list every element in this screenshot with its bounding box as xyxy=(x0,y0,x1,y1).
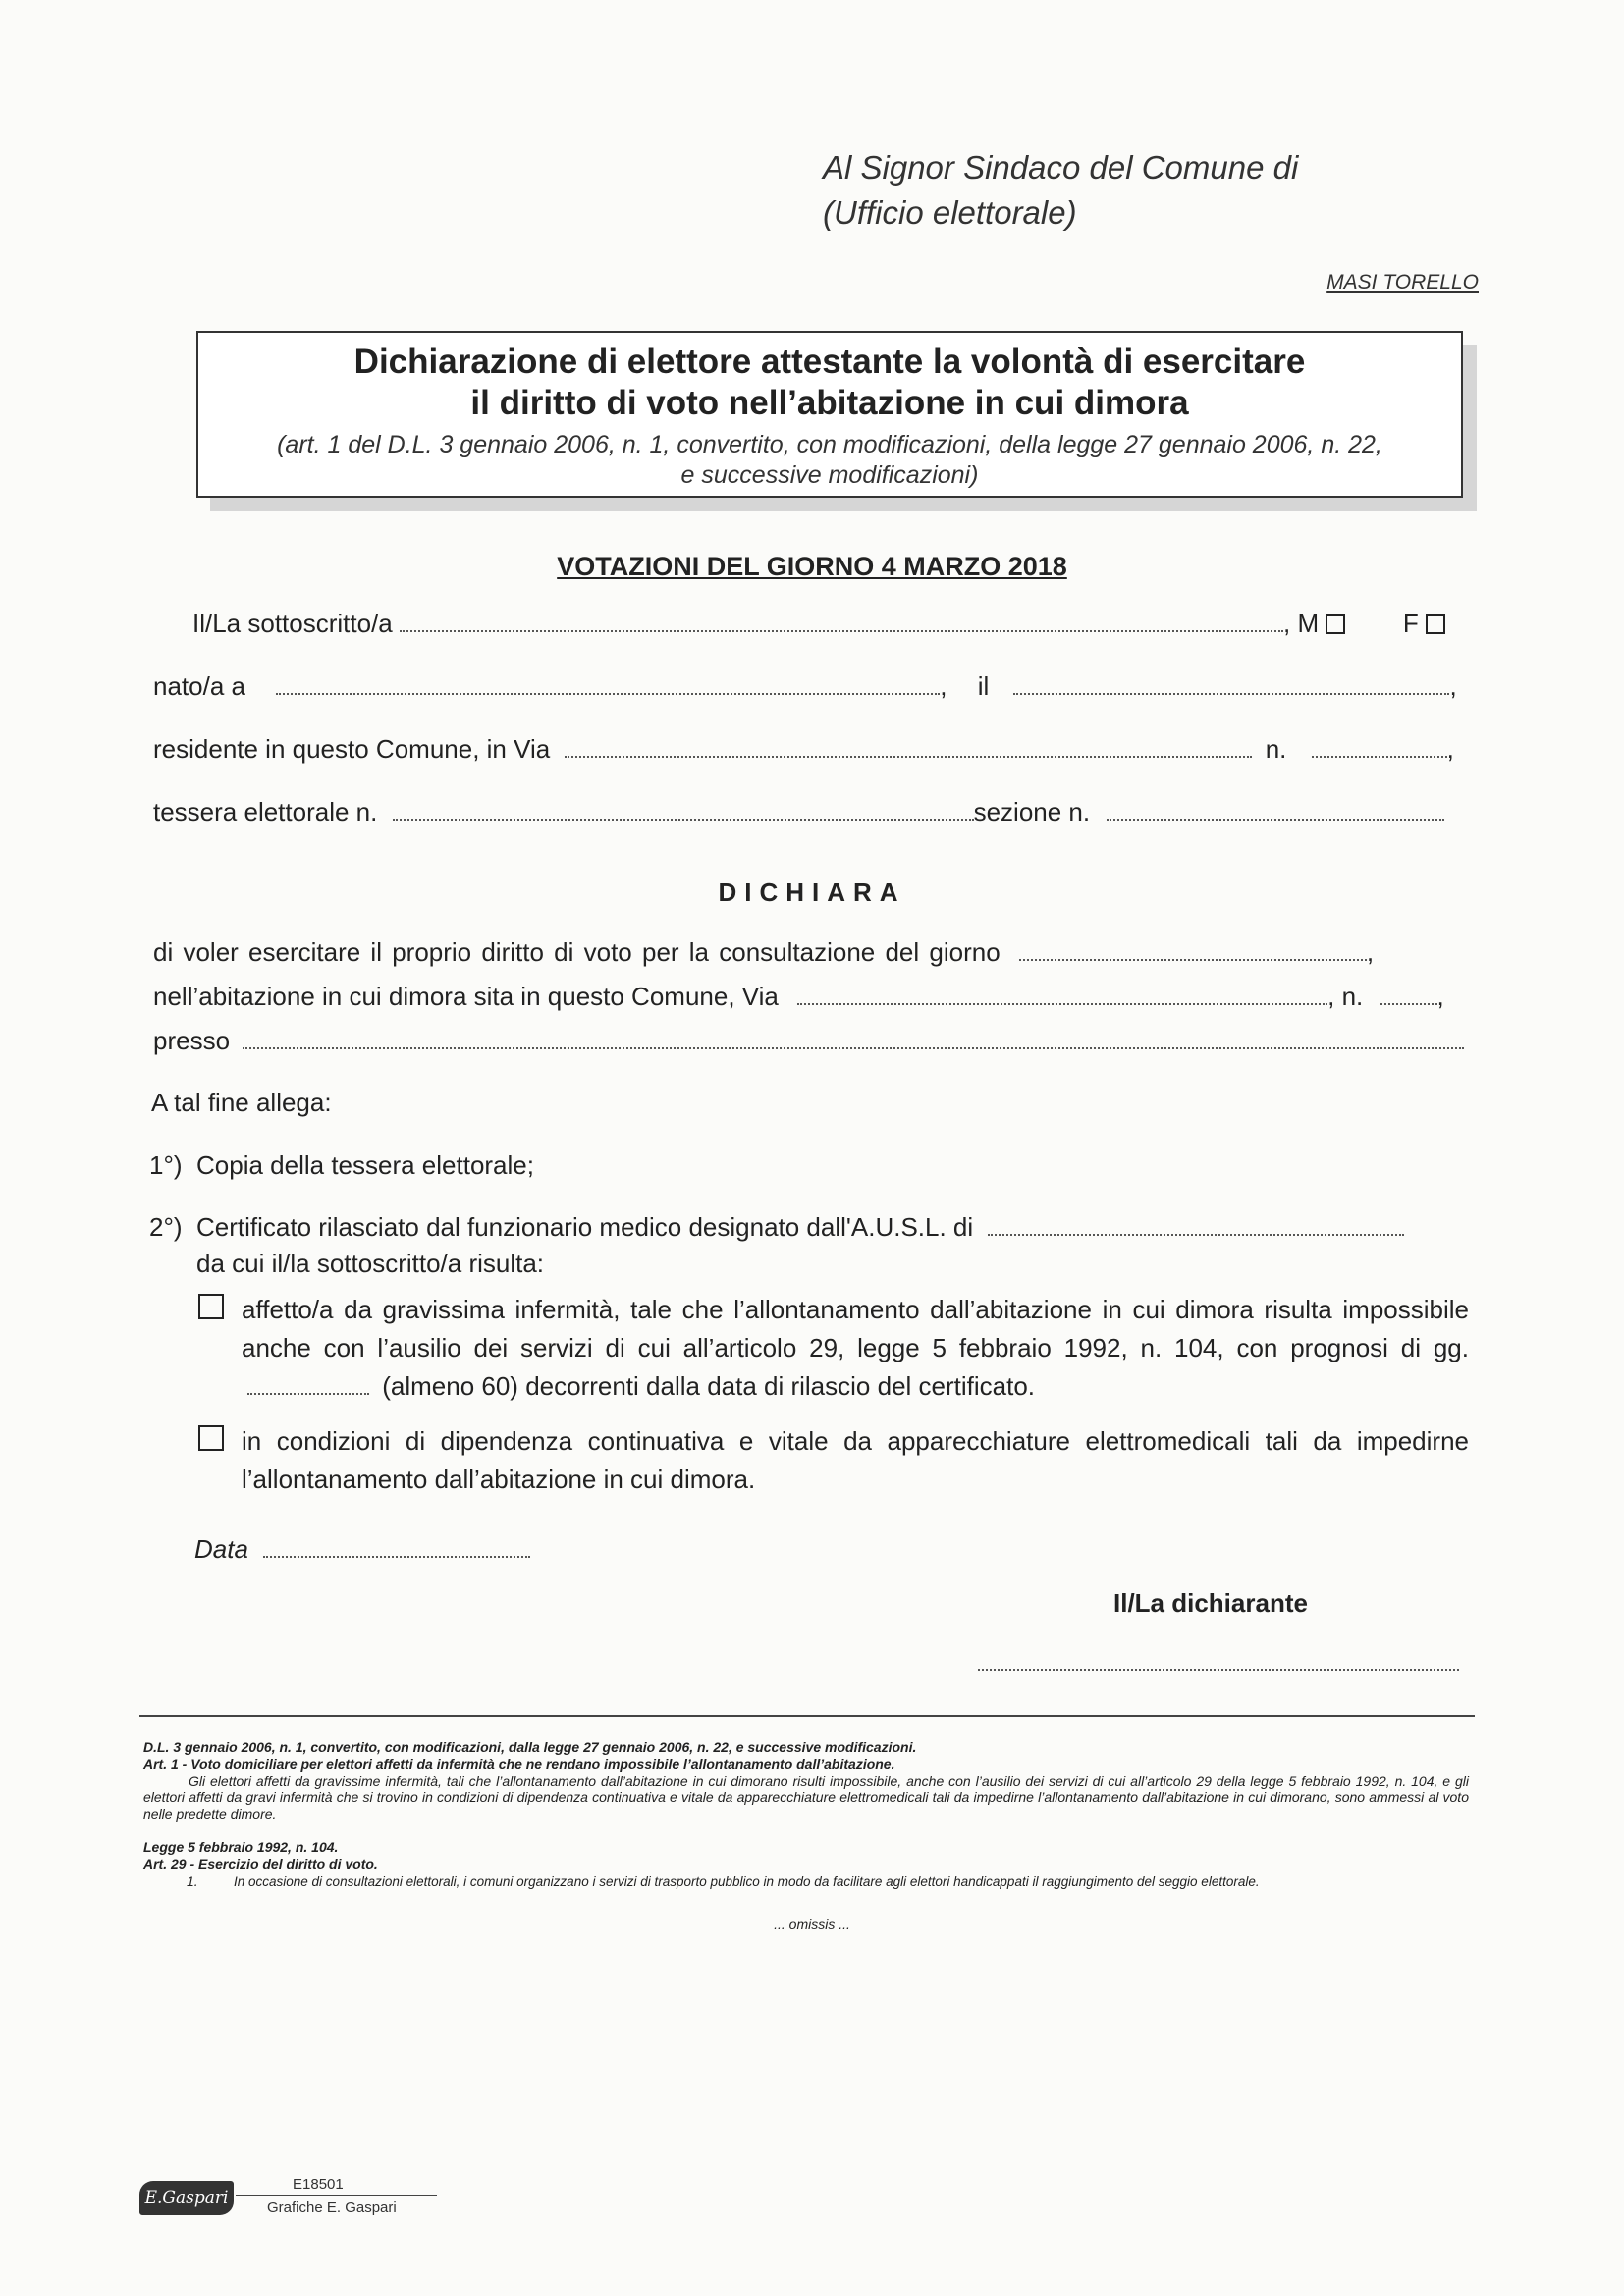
footnote-art29-title: Art. 29 - Esercizio del diritto di voto. xyxy=(143,1856,378,1872)
option2-checkbox[interactable] xyxy=(198,1425,224,1451)
ausl-field[interactable] xyxy=(988,1216,1404,1236)
birthdate-field[interactable] xyxy=(1013,675,1449,695)
date-field[interactable] xyxy=(263,1538,530,1558)
option1-prefix: prognosi di gg. xyxy=(1290,1333,1469,1362)
recipient-line2: (Ufficio elettorale) xyxy=(823,194,1077,231)
undersigned-row xyxy=(192,609,1445,639)
option1-block xyxy=(242,1291,1469,1406)
item2-row xyxy=(196,1212,1404,1243)
residence-label: residente in questo Comune, in Via xyxy=(153,734,551,764)
home-row: nell’abitazione in cui dimora sita in questo Comune, Via , n. , xyxy=(153,982,1444,1011)
printer-name: Grafiche E. Gaspari xyxy=(267,2199,397,2216)
footnote-art29-text: In occasione di consultazioni elettorali, i comuni organizzano i servizi di trasporto pubblico in modo da facilitare agli elettori handicappati il raggiungimento del seggio elettorale. xyxy=(234,1874,1260,1889)
birth-row: nato/a a , il , xyxy=(153,671,1457,701)
law-reference-line1: (art. 1 del D.L. 3 gennaio 2006, n. 1, convertito, con modificazioni, della legge 27 gennaio 2006, n. 22, xyxy=(277,431,1382,458)
female-label: F xyxy=(1402,609,1419,638)
vote-date-field[interactable] xyxy=(1019,941,1367,961)
home-text: nell’abitazione in cui dimora sita in questo Comune, Via xyxy=(153,982,779,1011)
footnote-art1-text: Gli elettori affetti da gravissime infermità, tali che l’allontanamento dall’abitazione in cui dimorano risulti impossibile, anche con l’ausilio dei servizi di cui all’articolo 29 della legge 5 febbraio 1992, n. 104, e gli elettori affetti da gravi infermità che si trovino in condizioni di dipendenza continuativa e vitale da apparecchiature elettromedicali tali da impedirne l’allontanamento dall’abitazione in cui dimorano, sono ammessi al voto nelle predette dimore. xyxy=(143,1773,1469,1822)
attach-label: A tal fine allega: xyxy=(151,1088,332,1117)
item2-subtext: da cui il/la sottoscritto/a risulta: xyxy=(196,1249,545,1278)
printer-code: E18501 xyxy=(293,2176,344,2193)
home-street-field[interactable] xyxy=(797,986,1327,1005)
card-number-field[interactable] xyxy=(393,801,974,821)
comune-name: MASI TORELLO xyxy=(1326,271,1479,294)
title-line1: Dichiarazione di elettore attestante la volontà di esercitare xyxy=(353,343,1306,381)
recipient-line1: Al Signor Sindaco del Comune di xyxy=(823,149,1299,186)
item1-text: Copia della tessera elettorale; xyxy=(196,1150,534,1180)
undersigned-label: Il/La sottoscritto/a xyxy=(192,609,393,638)
street-field[interactable] xyxy=(565,738,1252,758)
street-number-field[interactable] xyxy=(1312,738,1447,758)
residence-row: residente in questo Comune, in Via n. , xyxy=(153,734,1454,764)
option2-text: in condizioni di dipendenza continuativa e vitale da apparecchiature elettromedicali tali da impedirne l’allontanamento dall’abitazione in cui dimora. xyxy=(242,1426,1469,1494)
undersigned-field[interactable] xyxy=(400,613,1283,632)
male-checkbox[interactable] xyxy=(1326,614,1345,634)
female-checkbox[interactable] xyxy=(1426,614,1445,634)
signature-field[interactable] xyxy=(978,1651,1459,1671)
vote-text: di voler esercitare il proprio diritto di voto per la consultazione del giorno xyxy=(153,937,1001,967)
birthdate-label: il xyxy=(977,671,990,701)
footnote-divider xyxy=(139,1715,1475,1717)
born-label: nato/a a xyxy=(153,671,245,701)
option1-text: affetto/a da gravissima infermità, tale che l’allontanamento dall’abitazione in cui dimora risulta impossibile anche con l’ausilio dei servizi di cui all’articolo 29, legge 5 febbraio 1992, n. 104, con xyxy=(242,1295,1469,1362)
election-date: VOTAZIONI DEL GIORNO 4 MARZO 2018 xyxy=(557,552,1067,581)
home-number-field[interactable] xyxy=(1380,986,1437,1005)
title-box xyxy=(196,331,1463,498)
item1-number: 1°) xyxy=(149,1150,183,1180)
printer-logo: E.Gaspari xyxy=(139,2181,234,2215)
prognosis-days-field[interactable] xyxy=(247,1375,369,1395)
option1-checkbox[interactable] xyxy=(198,1294,224,1319)
section-label: sezione n. xyxy=(973,797,1091,827)
at-row xyxy=(153,1026,1464,1056)
vote-row: di voler esercitare il proprio diritto di voto per la consultazione del giorno , xyxy=(153,937,1375,967)
printer-rule xyxy=(236,2195,437,2196)
date-label: Data xyxy=(194,1534,248,1564)
title-line2: il diritto di voto nell’abitazione in cui dimora xyxy=(470,384,1189,422)
street-number-label: n. xyxy=(1265,734,1287,764)
declarant-label: Il/La dichiarante xyxy=(1113,1588,1308,1618)
date-row xyxy=(194,1534,530,1565)
declares-heading: DICHIARA xyxy=(718,878,906,907)
law-reference-line2: e successive modificazioni) xyxy=(680,461,979,489)
item2-number: 2°) xyxy=(149,1212,183,1242)
section-number-field[interactable] xyxy=(1107,801,1444,821)
at-field[interactable] xyxy=(243,1030,1464,1049)
at-label: presso xyxy=(153,1026,231,1055)
card-label: tessera elettorale n. xyxy=(153,797,378,827)
item2-text: Certificato rilasciato dal funzionario medico designato dall'A.U.S.L. di xyxy=(196,1212,974,1242)
footnote-omissis: ... omissis ... xyxy=(774,1916,850,1932)
birthplace-field[interactable] xyxy=(276,675,940,695)
male-label: , M xyxy=(1283,609,1320,638)
footnote-art29-number: 1. xyxy=(187,1873,198,1889)
footnote-law2-title: Legge 5 febbraio 1992, n. 104. xyxy=(143,1840,339,1855)
home-number-label: , n. xyxy=(1327,982,1364,1011)
option1-suffix: (almeno 60) decorrenti dalla data di rilascio del certificato. xyxy=(382,1371,1036,1401)
footnote-art1-title: Art. 1 - Voto domiciliare per elettori affetti da infermità che ne rendano impossibile l’allontanamento dall’abitazione. xyxy=(143,1756,895,1772)
card-row xyxy=(153,797,1444,828)
footnote-law1-title: D.L. 3 gennaio 2006, n. 1, convertito, con modificazioni, dalla legge 27 gennaio 2006, n. 22, e successive modificazioni. xyxy=(143,1739,917,1755)
